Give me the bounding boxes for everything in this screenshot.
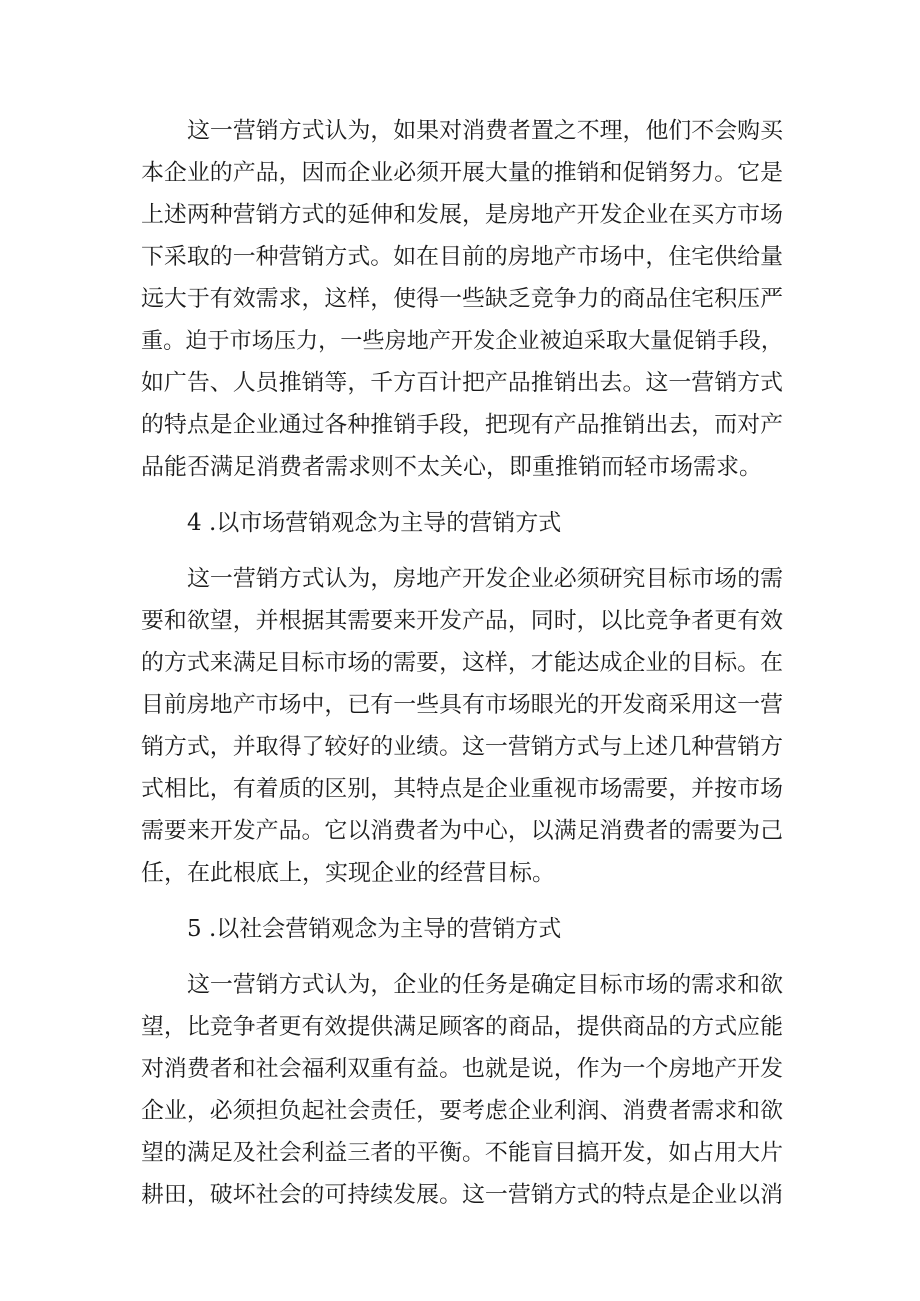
text-line: 销方式，并取得了较好的业绩。这一营销方式与上述几种营销方 xyxy=(141,734,783,760)
text-line: 远大于有效需求，这样，使得一些缺乏竞争力的商品住宅积压严 xyxy=(141,286,783,312)
text-line: 目前房地产市场中，已有一些具有市场眼光的开发商采用这一营 xyxy=(141,692,783,718)
text-line: 下采取的一种营销方式。如在目前的房地产市场中，住宅供给量 xyxy=(141,244,783,270)
text-line: 的特点是企业通过各种推销手段，把现有产品推销出去，而对产 xyxy=(141,412,783,438)
text-line: 这一营销方式认为，如果对消费者置之不理，他们不会购买 xyxy=(187,118,783,144)
text-line: 如广告、人员推销等，千方百计把产品推销出去。这一营销方式 xyxy=(141,370,783,396)
text-line: 望的满足及社会利益三者的平衡。不能盲目搞开发，如占用大片 xyxy=(141,1140,783,1166)
text-line: 这一营销方式认为，企业的任务是确定目标市场的需求和欲 xyxy=(187,972,783,998)
text-line: 望，比竞争者更有效提供满足顾客的商品，提供商品的方式应能 xyxy=(141,1014,783,1040)
document-body xyxy=(141,110,783,1216)
text-line: 本企业的产品，因而企业必须开展大量的推销和促销努力。它是 xyxy=(141,160,783,186)
text-line: 式相比，有着质的区别，其特点是企业重视市场需要，并按市场 xyxy=(141,776,783,802)
section-heading-4: 4 .以市场营销观念为主导的营销方式 xyxy=(187,510,562,536)
text-line: 上述两种营销方式的延伸和发展，是房地产开发企业在买方市场 xyxy=(141,202,783,228)
paragraph-push-marketing xyxy=(141,110,783,488)
section-heading-5: 5 .以社会营销观念为主导的营销方式 xyxy=(187,916,562,942)
text-line: 重。迫于市场压力，一些房地产开发企业被迫采取大量促销手段， xyxy=(141,328,783,354)
text-line: 对消费者和社会福利双重有益。也就是说，作为一个房地产开发 xyxy=(141,1056,783,1082)
text-line: 的方式来满足目标市场的需要，这样，才能达成企业的目标。在 xyxy=(141,650,783,676)
paragraph-market-marketing xyxy=(141,558,783,894)
text-line: 耕田，破坏社会的可持续发展。这一营销方式的特点是企业以消 xyxy=(141,1182,783,1208)
text-line: 任，在此根底上，实现企业的经营目标。 xyxy=(141,860,555,886)
text-line: 需要来开发产品。它以消费者为中心，以满足消费者的需要为己 xyxy=(141,818,783,844)
text-line: 要和欲望，并根据其需要来开发产品，同时，以比竞争者更有效 xyxy=(141,608,783,634)
text-line: 这一营销方式认为，房地产开发企业必须研究目标市场的需 xyxy=(187,566,783,592)
paragraph-social-marketing xyxy=(141,964,783,1216)
text-line: 企业，必须担负起社会责任，要考虑企业利润、消费者需求和欲 xyxy=(141,1098,783,1124)
text-line: 品能否满足消费者需求则不太关心，即重推销而轻市场需求。 xyxy=(141,454,762,480)
